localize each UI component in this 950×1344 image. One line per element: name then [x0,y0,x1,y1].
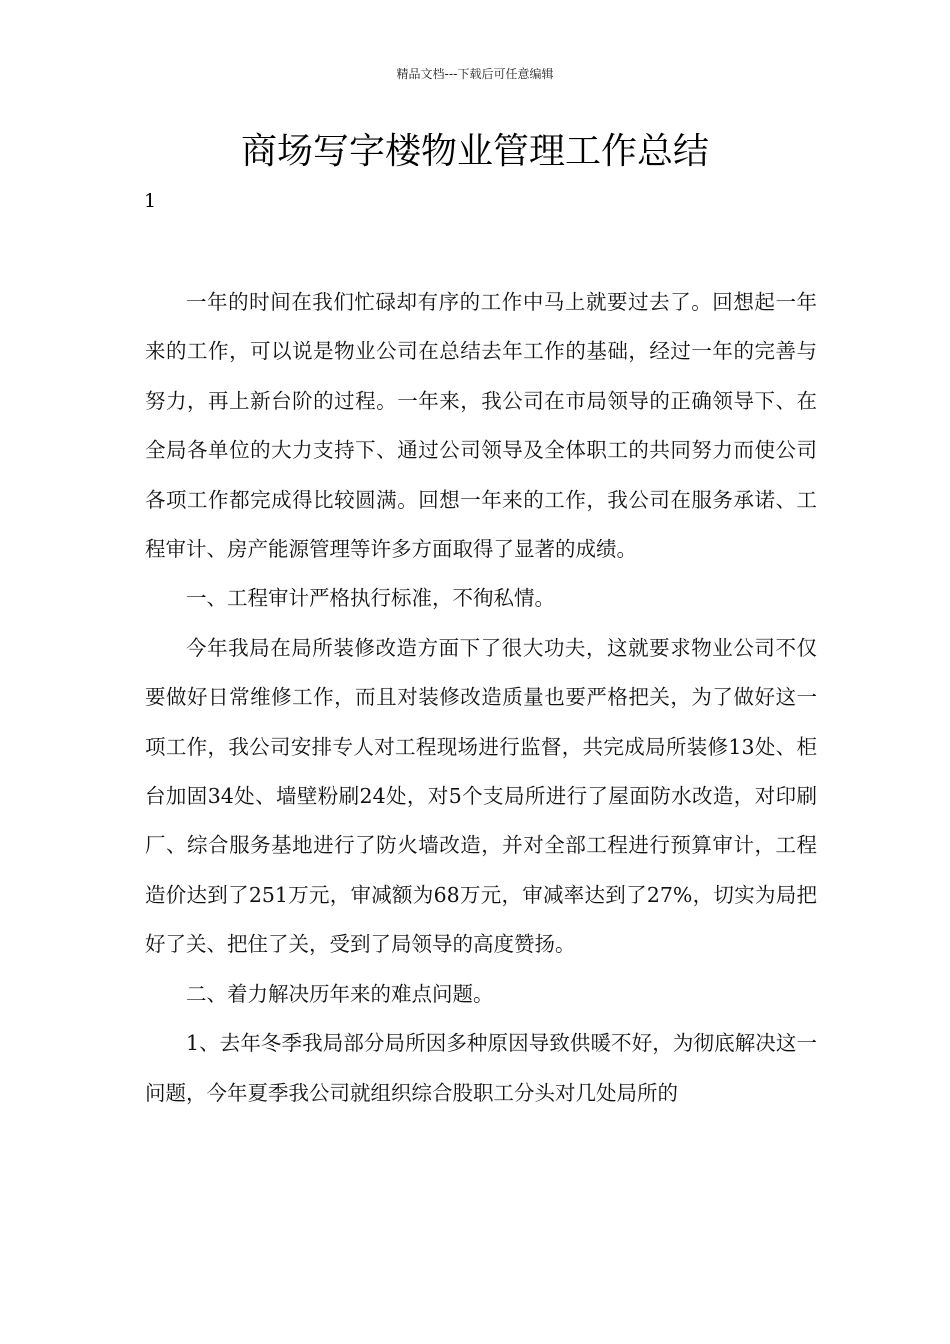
paragraph-heating: 1、去年冬季我局部分局所因多种原因导致供暖不好，为彻底解决这一问题，今年夏季我公司就组织综合股职工分头对几处局所的 [145,1031,817,1105]
document-title: 商场写字楼物业管理工作总结 [240,131,709,172]
document-body [145,278,817,1118]
section-heading-1: 一、工程审计严格执行标准，不徇私情。 [186,586,555,611]
header-note: 精品文档---下载后可任意编辑 [396,67,554,81]
paragraph-intro: 一年的时间在我们忙碌却有序的工作中马上就要过去了。回想起一年来的工作，可以说是物业公司在总结去年工作的基础，经过一年的完善与努力，再上新台阶的过程。一年来，我公司在市局领导的正确领导下、在全局各单位的大力支持下、通过公司领导及全体职工的共同努力而使公司各项工作都完成得比较圆满。回想一年来的工作，我公司在服务承诺、工程审计、房产能源管理等许多方面取得了显著的成绩。 [145,290,817,562]
paragraph-audit: 今年我局在局所装修改造方面下了很大功夫，这就要求物业公司不仅要做好日常维修工作，而且对装修改造质量也要严格把关，为了做好这一项工作，我公司安排专人对工程现场进行监督，共完成局所装修13处、柜台加固34处、墙壁粉刷24处，对5个支局所进行了屋面防水改造，对印刷厂、综合服务基地进行了防火墙改造，并对全部工程进行预算审计，工程造价达到了251万元，审减额为68万元，审减率达到了27%，切实为局把好了关、把住了关，受到了局领导的高度赞扬。 [145,635,817,957]
page-number: 1 [144,190,157,212]
section-heading-2: 二、着力解决历年来的难点问题。 [186,981,494,1006]
